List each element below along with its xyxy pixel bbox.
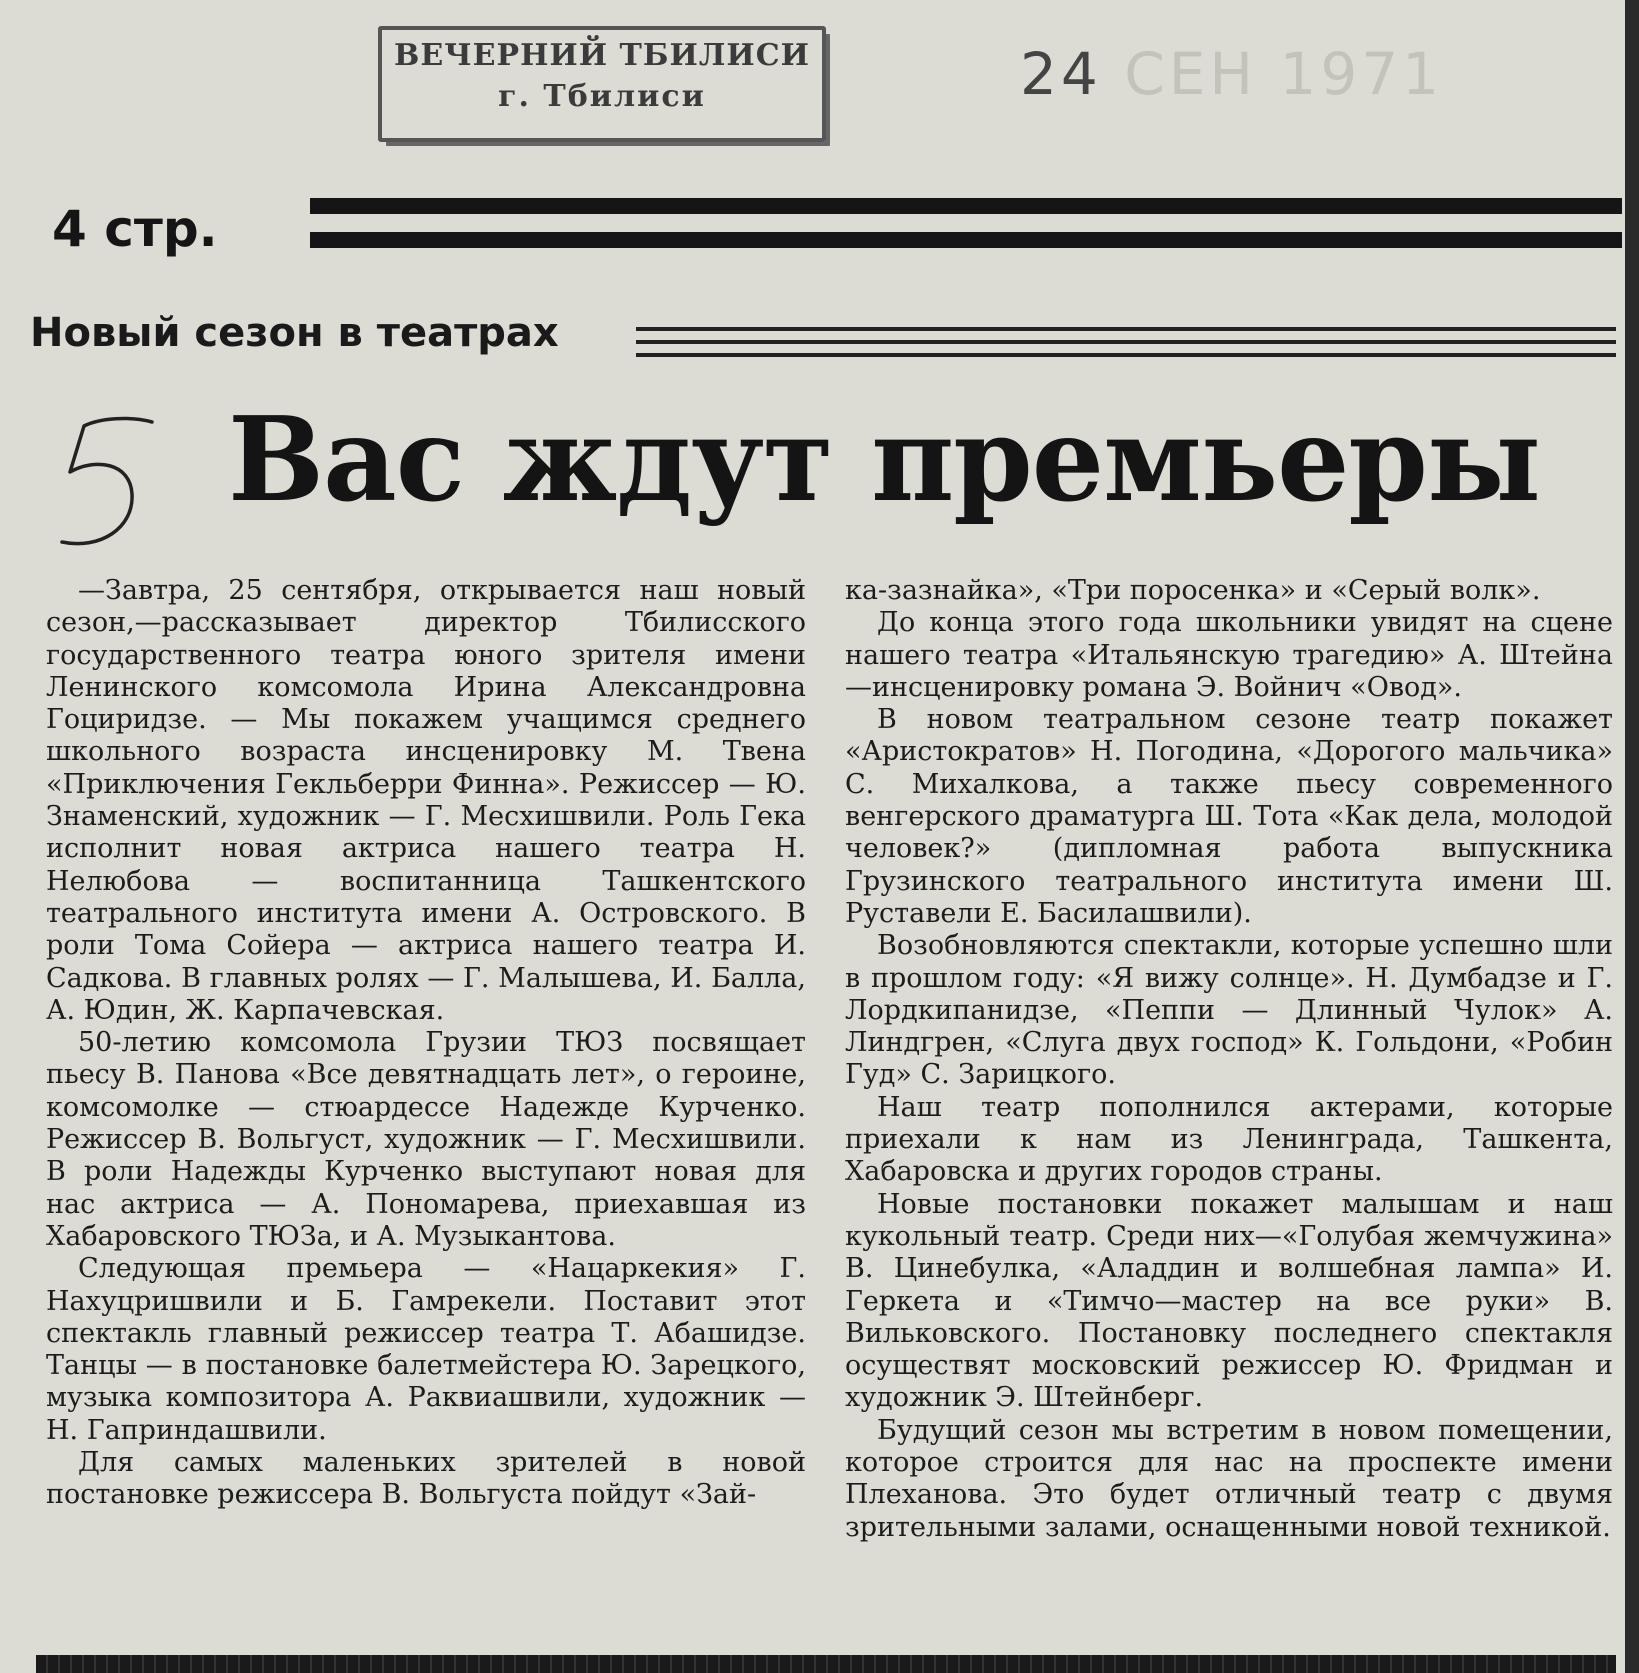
header-rule-bottom <box>310 232 1622 248</box>
handwritten-number-mark <box>40 410 160 560</box>
paragraph: Новые постановки покажет малышам и наш кукольный театр. Среди них—«Голубая жемчужина» В. Цинебулка, «Аладдин и волшебная лампа» И. Геркета и «Тимчо—мастер на все руки» В. Вильковского. Постановку последнего спектакля осуществят московский режиссер Ю. Фридман и художник Э. Штейнберг. <box>845 1188 1613 1414</box>
paragraph: 50-летию комсомола Грузии ТЮЗ посвящает пьесу В. Панова «Все девятнадцать лет», о героине, комсомолке — стюардессе Надежде Курченко. Режиссер В. Вольгуст, художник — Г. Месхишвили. В роли Надежды Курченко выступают новая для нас актриса — А. Пономарева, приехавшая из Хабаровского ТЮЗа, и А. Музыкантова. <box>46 1027 806 1252</box>
date-stamp-day: 24 <box>1020 40 1102 108</box>
page-number: 4 стр. <box>52 200 218 258</box>
stamp-title: ВЕЧЕРНИЙ ТБИЛИСИ <box>394 38 810 73</box>
date-stamp <box>1020 40 1443 108</box>
section-rule-3 <box>636 353 1616 357</box>
paragraph: —Завтра, 25 сентября, открывается наш новый сезон,—рассказывает директор Тбилисского государственного театра юного зрителя имени Ленинского комсомола Ирина Александровна Гоциридзе. — Мы покажем учащимся среднего школьного возраста инсценировку М. Твена «Приключения Гекльберри Финна». Режиссер — Ю. Знаменский, художник — Г. Месхишвили. Роль Гека исполнит новая актриса нашего театра Н. Нелюбова — воспитанница Ташкентского театрального института имени А. Островского. В роли Тома Сойера — актриса нашего театра И. Садкова. В главных ролях — Г. Малышева, И. Балла, А. Юдин, Ж. Карпачевская. <box>46 575 806 1026</box>
paragraph: В новом театральном сезоне театр покажет «Аристократов» Н. Погодина, «Дорогого мальчика» С. Михалкова, а также пьесу современного венгерского драматурга Ш. Тота «Как дела, молодой человек?» (дипломная работа выпускника Грузинского театрального института имени Ш. Руставели Е. Басилашвили). <box>845 704 1613 929</box>
paragraph: До конца этого года школьники увидят на сцене нашего театра «Итальянскую трагедию» А. Штейна—инсценировку романа Э. Войнич «Овод». <box>845 607 1613 703</box>
paragraph: Будущий сезон мы встретим в новом помещении, которое строится для нас на проспекте имени Плеханова. Это будет отличный театр с двумя зрительными залами, оснащенными новой техникой. <box>845 1414 1613 1543</box>
article-headline: Вас ждут премьеры <box>228 392 1540 528</box>
newspaper-stamp <box>378 26 826 142</box>
paragraph: Возобновляются спектакли, которые успешно шли в прошлом году: «Я вижу солнце». Н. Думбадзе и Г. Лордкипанидзе, «Пеппи — Длинный Чулок» А. Линдгрен, «Слуга двух господ» К. Гольдони, «Робин Гуд» С. Зарицкого. <box>845 930 1613 1091</box>
section-title: Новый сезон в театрах <box>30 310 559 356</box>
date-stamp-faded: СЕН 1971 <box>1124 40 1444 108</box>
section-rule-2 <box>636 340 1616 344</box>
stamp-city: г. Тбилиси <box>498 79 706 114</box>
paragraph: ка-зазнайка», «Три поросенка» и «Серый волк». <box>845 575 1541 606</box>
article-column-right <box>845 575 1613 1544</box>
header-rule-top <box>310 198 1622 214</box>
scan-edge <box>1625 0 1639 1673</box>
paragraph: Для самых маленьких зрителей в новой постановке режиссера В. Вольгуста пойдут «Зай- <box>46 1447 806 1511</box>
bottom-rule <box>36 1655 1616 1673</box>
paragraph: Наш театр пополнился актерами, которые приехали к нам из Ленинграда, Ташкента, Хабаровска и других городов страны. <box>845 1091 1613 1188</box>
paragraph: Следующая премьера — «Нацаркекия» Г. Нахуцришвили и Б. Гамрекели. Поставит этот спектакль главный режиссер театра Т. Абашидзе. Танцы — в постановке балетмейстера Ю. Зарецкого, музыка композитора А. Раквиашвили, художник — Н. Гаприндашвили. <box>46 1253 806 1446</box>
section-rule-1 <box>636 327 1616 331</box>
article-column-left <box>46 575 806 1512</box>
